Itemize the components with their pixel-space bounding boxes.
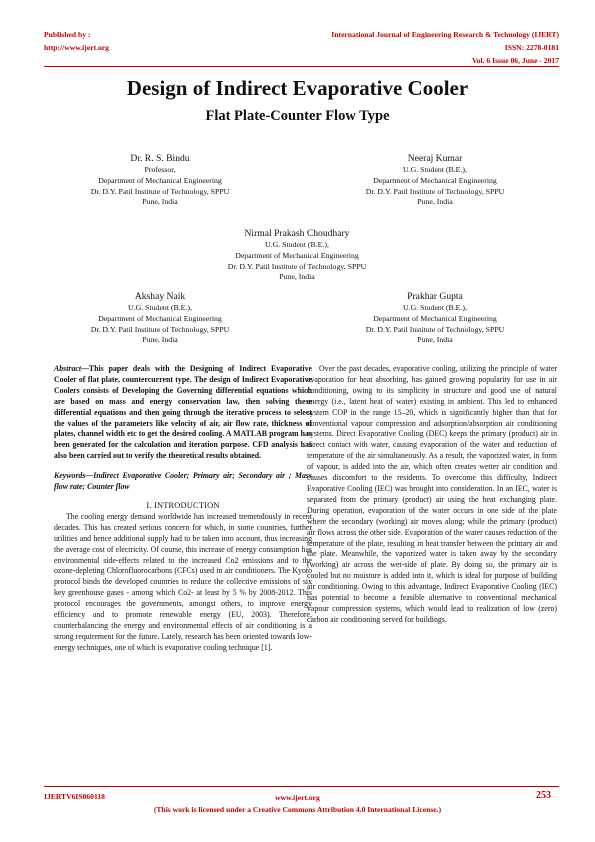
footer-center [0, 792, 595, 816]
license-note: (This work is licensed under a Creative Commons Attribution 4.0 International License.) [153, 805, 442, 814]
author-dept: Department of Mechanical Engineering [98, 313, 222, 323]
author-loc: Pune, India [142, 335, 178, 345]
paper-id: IJERTV6IS060118 [44, 792, 105, 801]
footer-divider [44, 786, 559, 787]
intro-paragraph: The cooling energy demand worldwide has increased tremendously in recent decades. This has created serious concern for which, in some countries, further utilities and hence additional supply had to be taken into account, thus increasing the average cost of electricity. Of course, this increase of energy consumption has environmental side-effects related to the increased Co2 emissions and to the ozone-depleting Chlorofluorocarbons (CFCs) used in air conditioners. The Kyoto protocol binds the developed countries to reduce the collective emissions of six key greenhouse gases - among which Co2- at least by 5 % by 2008-2012. This protocol encourages the governments, amongst others, to improve energy efficiency and to promote renewable energy (EU, 2003). Therefore, counterbalancing the energy and environmental effects of air conditioning is a strong requirement for the future. Lately, research has been oriented towards low-energy techniques, one of which is evaporative cooling technique [1]. [54, 511, 312, 652]
author-inst: Dr. D.Y. Patil Institute of Technology, SPPU [90, 186, 230, 196]
author-dept: Department of Mechanical Engineering [235, 250, 359, 260]
author-loc: Pune, India [279, 272, 315, 282]
page-number: 253 [536, 790, 551, 801]
author-name: Dr. R. S. Bindu [130, 153, 190, 164]
intro-paragraph: Over the past decades, evaporative cooling, utilizing the principle of water evaporation for heat absorbing, has gained growing popularity for use in air conditioning, owing to its simplicity in structure and good use of natural energy (i.e., latent heat of water) existing in ambient. This led to enhanced system COP in the range 15–20, which is significantly higher than that for conventional vapour compression and adsorption/absorption air conditioning systems. Direct Evaporative Cooling (DEC) keeps the primary (product) air in direct contact with water, causing evaporation of the water and reduction of temperature of the air simultaneously. As a result, the vaporized water, in form of vapour, is added into the air, which often creates wetter air condition and causes discomfort to the residents. To overcome this difficulty, Indirect Evaporative Cooling (IEC) was brought into consideration. In an IEC, water is separated from the primary (product) air using the heat exchanging plate. During operation, evaporation of the water occurs in one side of the plate where the secondary (working) air moves along; while the primary (product) air flows across the other side. Evaporation of the water causes reduction of the temperature of the plate, resulting in heat transfer between the primary air and the plate. Meanwhile, the vaporized water is taken away by the secondary (working) air across the wet-side of plate. By doing so, the primary air is cooled but no moisture is added into it, which is ideal for purpose of building air conditioning. Owing to this advantage, Indirect Evaporative Cooling (IEC) has potential to become a feasible alternative to conventional mechanical vapour compression systems, which would lead to realization of low (zero) carbon air conditioning served for buildings. [307, 364, 557, 624]
issn: ISSN: 2278-0181 [504, 43, 559, 52]
author-role: U.G. Student (B.E.), [128, 303, 192, 312]
volume-issue: Vol. 6 Issue 06, June - 2017 [471, 56, 559, 65]
header-left [44, 28, 109, 54]
author-inst: Dr. D.Y. Patil Institute of Technology, SPPU [227, 261, 367, 271]
author-name: Prakhar Gupta [407, 291, 463, 302]
author-role: U.G. Student (B.E.), [403, 303, 467, 312]
author-role: U.G. Student (B.E.), [265, 240, 329, 249]
author-dept: Department of Mechanical Engineering [373, 175, 497, 185]
author-block [187, 228, 407, 283]
author-role: U.G. Student (B.E.), [403, 165, 467, 174]
abstract [54, 364, 312, 462]
author-block [325, 291, 545, 346]
published-by-label: Published by : [44, 30, 91, 39]
paper-subtitle: Flat Plate-Counter Flow Type [205, 108, 390, 124]
author-dept: Department of Mechanical Engineering [373, 313, 497, 323]
paper-title: Design of Indirect Evaporative Cooler [126, 76, 469, 100]
abstract-label: Abstract [54, 364, 82, 373]
keywords: Keywords—Indirect Evaporative Cooler; Primary air; Secondary air ; Mass flow rate; Counter flow [54, 471, 312, 492]
author-loc: Pune, India [417, 335, 453, 345]
left-column [54, 364, 312, 654]
author-inst: Dr. D.Y. Patil Institute of Technology, SPPU [90, 324, 230, 334]
header-website-link[interactable]: http://www.ijert.org [44, 43, 109, 52]
section-heading: I. INTRODUCTION [146, 500, 220, 510]
author-block [325, 153, 545, 208]
author-loc: Pune, India [142, 197, 178, 207]
header-right [331, 28, 559, 67]
author-name: Akshay Naik [134, 291, 186, 302]
author-inst: Dr. D.Y. Patil Institute of Technology, SPPU [365, 186, 505, 196]
journal-name: International Journal of Engineering Research & Technology (IJERT) [331, 30, 559, 39]
author-name: Neeraj Kumar [407, 153, 463, 164]
abstract-text: —This paper deals with the Designing of Indirect Evaporative Cooler of flat plate, countercurrent type. The design of Indirect Evaporative Coolers consists of Developing the Governing differential equations which are based on mass and energy conservation law, then solving these differential equations and then going through the iterative process to select the values of the parameters like velocity of air, air flow rate, thickness of plates, channel width etc to get the desired cooling. A MATLAB program has been generated for the calculation and iteration purpose. CFD analysis has also been carried out to verify the theoretical results obtained. [54, 364, 312, 461]
header-divider [44, 66, 559, 67]
footer-website-link[interactable]: www.ijert.org [275, 793, 320, 802]
author-loc: Pune, India [417, 197, 453, 207]
author-block [50, 153, 270, 208]
author-block [50, 291, 270, 346]
author-name: Nirmal Prakash Choudhary [244, 228, 350, 239]
author-inst: Dr. D.Y. Patil Institute of Technology, SPPU [365, 324, 505, 334]
right-column [307, 364, 557, 626]
author-dept: Department of Mechanical Engineering [98, 175, 222, 185]
author-role: Professor, [144, 165, 176, 174]
